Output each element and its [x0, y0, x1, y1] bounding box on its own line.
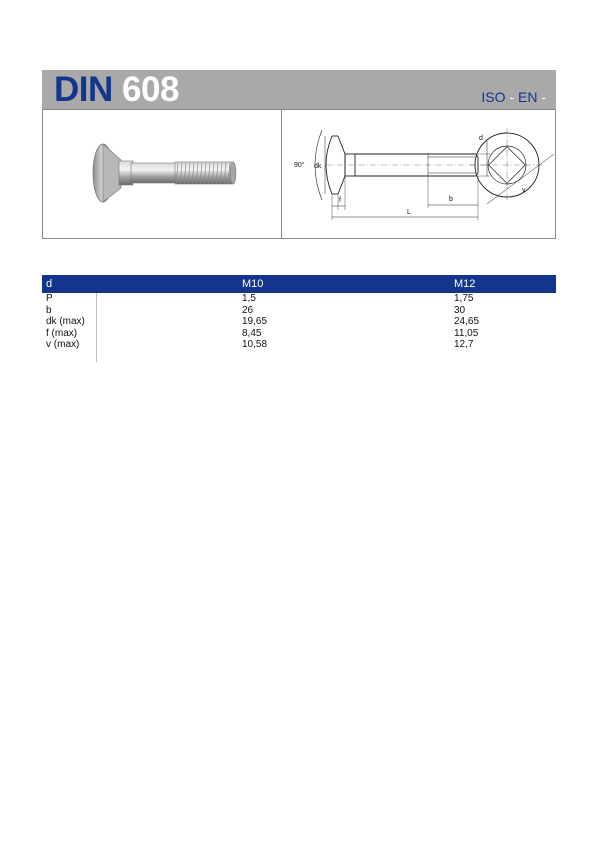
figure-box: [42, 109, 556, 239]
table-header: [42, 275, 556, 293]
separator: -: [541, 89, 546, 105]
row-label: P: [46, 293, 53, 304]
cell-m12: 12,7: [454, 339, 474, 350]
cell-m10: 8,45: [242, 327, 262, 339]
cell-m10: 1,5: [242, 293, 256, 304]
header-cell-d: d: [46, 278, 53, 290]
iso-label: ISO: [481, 89, 506, 105]
label-L: L: [407, 209, 411, 216]
cell-m12: 30: [454, 304, 466, 316]
label-f: f: [339, 197, 341, 204]
label-v: v: [522, 187, 526, 194]
header-cell-m12: M12: [454, 278, 476, 290]
row-label: v (max): [46, 339, 80, 350]
table-row: [42, 293, 556, 305]
title-number: 608: [122, 70, 179, 109]
label-d: d: [479, 135, 483, 142]
page-header: [42, 70, 556, 109]
label-angle: 90°: [294, 162, 305, 169]
table-row: [42, 316, 556, 328]
cell-m12: 1,75: [454, 293, 474, 304]
dimension-table: [42, 275, 556, 351]
cell-m10: 10,58: [242, 339, 268, 350]
table-row: [42, 305, 556, 317]
label-dk: dk: [314, 163, 322, 170]
separator: -: [509, 89, 515, 105]
bolt-photo: [43, 110, 281, 238]
header-cell-m10: M10: [242, 278, 264, 290]
cell-m12: 11,05: [454, 327, 479, 339]
equivalent-standards: [481, 89, 546, 105]
table-row: [42, 339, 556, 351]
row-label: dk (max): [46, 316, 85, 327]
row-label: f (max): [46, 327, 78, 339]
label-b: b: [449, 196, 453, 203]
cell-m10: 19,65: [242, 316, 268, 327]
row-label: b: [46, 304, 52, 316]
cell-m12: 24,65: [454, 316, 480, 327]
cell-m10: 26: [242, 304, 254, 316]
en-label: EN: [517, 89, 538, 105]
technical-drawing: [282, 110, 555, 238]
page-title: [54, 70, 179, 110]
title-standard: DIN: [54, 70, 113, 109]
table-row: [42, 328, 556, 340]
